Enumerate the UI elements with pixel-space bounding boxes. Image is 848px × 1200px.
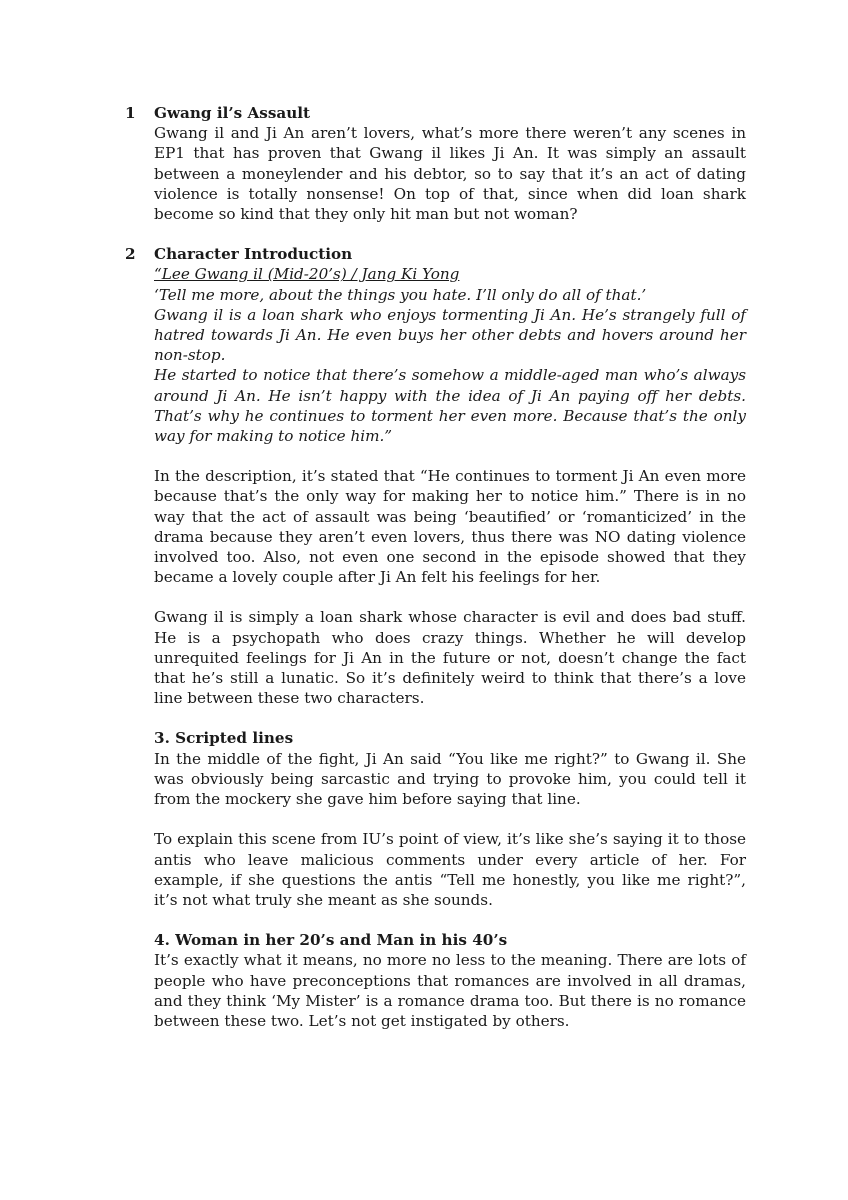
paragraph: Gwang il is simply a loan shark whose character is evil and does bad stuff. He is a psychopath who does crazy things. Whether he will develop unrequited feelings for Ji An in the future or not, doesn’t change the fact that he’s still a lunatic. So it’s definitely weird to think that there’s a love line between these two characters. xyxy=(154,608,746,708)
quote-line: Gwang il is a loan shark who enjoys tormenting Ji An. He’s strangely full of hatred towards Ji An. He even buys her other debts and hovers around her non-stop. xyxy=(154,305,746,365)
quote-line: He started to notice that there’s somehow a middle-aged man who’s always around Ji An. He isn’t happy with the idea of Ji An paying off her debts. That’s why he continues to torment her even more. Because that’s the only way for making to notice him.” xyxy=(154,366,746,446)
quote-line: ‘Tell me more, about the things you hate. I’ll only do all of that.’ xyxy=(154,285,647,304)
section-heading: 4. Woman in her 20’s and Man in his 40’s xyxy=(154,931,508,950)
paragraph: In the description, it’s stated that “He continues to torment Ji An even more because that’s the only way for making her to notice him.” There is in no way that the act of assault was being ‘beautified’ or ‘romanticized’ in the drama because they aren’t even lovers, thus there was NO dating violence involved too. Also, not even one second in the episode showed that they became a lovely couple after Ji An felt his feelings for her. xyxy=(154,467,746,587)
section-number: 2 xyxy=(125,245,136,264)
section-number: 1 xyxy=(125,104,136,122)
document-body xyxy=(125,103,746,1031)
section-heading: Gwang il’s Assault xyxy=(154,104,311,122)
paragraph: Gwang il and Ji An aren’t lovers, what’s more there weren’t any scenes in EP1 that has proven that Gwang il likes Ji An. It was simply an assault between a moneylender and his debtor, so to say that it’s an act of dating violence is totally nonsense! On top of that, since when did loan shark become so kind that they only hit man but not woman? xyxy=(154,124,746,224)
section-2 xyxy=(125,244,746,708)
section-3 xyxy=(154,728,746,910)
section-1 xyxy=(125,103,746,224)
paragraph: It’s exactly what it means, no more no less to the meaning. There are lots of people who have preconceptions that romances are involved in all dramas, and they think ‘My Mister’ is a romance drama too. But there is no romance between these two. Let’s not get instigated by others. xyxy=(154,951,746,1030)
section-4 xyxy=(154,930,746,1031)
paragraph: In the middle of the fight, Ji An said “You like me right?” to Gwang il. She was obviously being sarcastic and trying to provoke him, you could tell it from the mockery she gave him before saying that line. xyxy=(154,749,746,809)
paragraph: To explain this scene from IU’s point of view, it’s like she’s saying it to those antis who leave malicious comments under every article of her. For example, if she questions the antis “Tell me honestly, you like me right?”, it’s not what truly she meant as she sounds. xyxy=(154,830,746,909)
section-heading: 3. Scripted lines xyxy=(154,729,294,748)
quote-title: “Lee Gwang il (Mid-20’s) / Jang Ki Yong xyxy=(154,265,460,284)
section-heading: Character Introduction xyxy=(154,245,353,264)
character-quote xyxy=(154,264,746,446)
